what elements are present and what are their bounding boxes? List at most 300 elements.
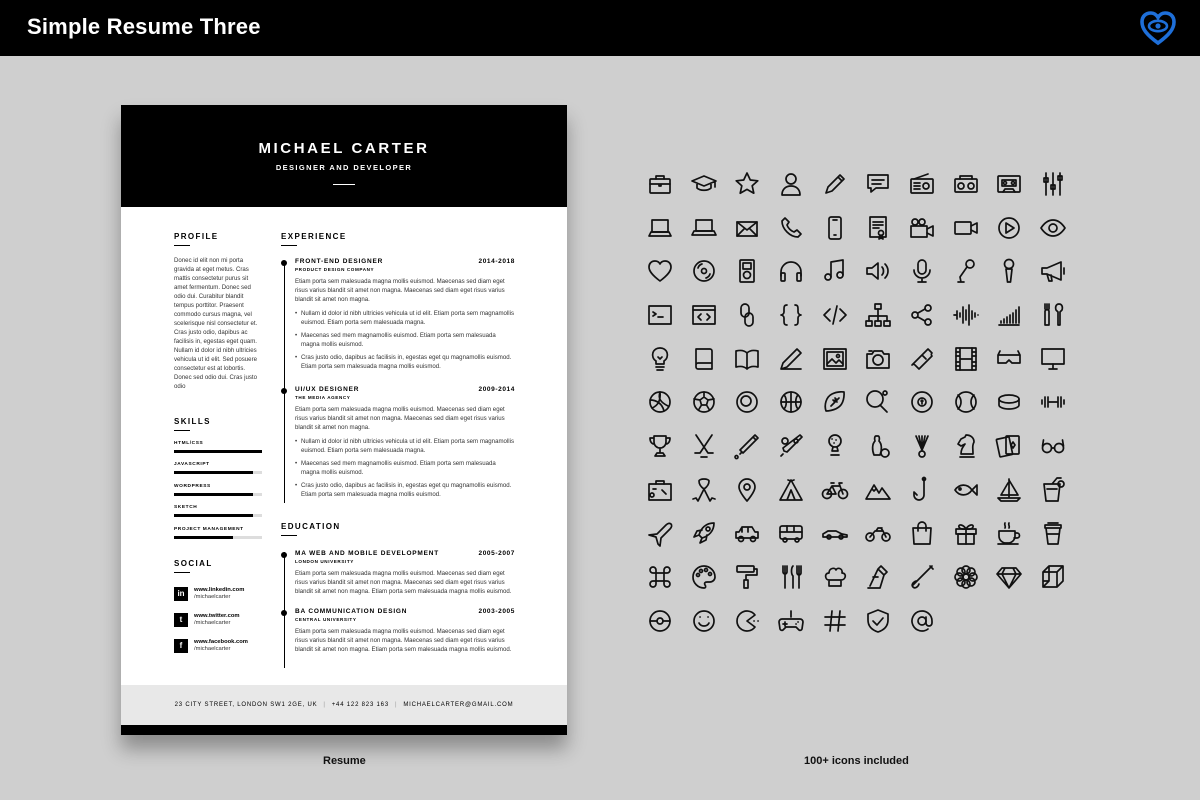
mountains-icon <box>864 476 892 504</box>
monitor-icon <box>1039 345 1067 373</box>
icon-cell <box>1031 337 1075 381</box>
icon-cell <box>638 380 682 424</box>
icon-cell <box>769 555 813 599</box>
graduation-cap-icon <box>690 170 718 198</box>
icon-cell <box>1031 162 1075 206</box>
social-handle: /michaelcarter <box>194 620 231 626</box>
flower-icon <box>952 563 980 591</box>
job-bullet: • Maecenas sed mem magnamollis euismod. Etiam porta sem malesuada magna mollis euismod. <box>295 331 515 349</box>
curly-braces-icon <box>777 301 805 329</box>
icon-cell <box>856 380 900 424</box>
icon-cell <box>900 380 944 424</box>
pencil-icon <box>821 170 849 198</box>
icon-cell <box>944 380 988 424</box>
job-bullet: • Cras justo odio, dapibus ac facilisis in, egestas eget qu magnamollis euismod. Etiam porta sem malesuada magna mollis euismod. <box>295 353 515 371</box>
smartphone-icon <box>821 214 849 242</box>
icon-cell <box>769 380 813 424</box>
icon-cell <box>813 512 857 556</box>
film-camera-icon <box>908 214 936 242</box>
speaker-icon <box>864 257 892 285</box>
icon-cell <box>769 468 813 512</box>
social-site: www.twitter.com <box>194 613 240 619</box>
icon-cell <box>769 293 813 337</box>
golf-icon <box>821 432 849 460</box>
timeline-dot <box>281 260 287 266</box>
diamond-icon <box>995 563 1023 591</box>
resume-footer <box>121 685 567 725</box>
profile-heading: PROFILE <box>174 232 219 241</box>
icon-cell <box>725 162 769 206</box>
icon-cell <box>988 249 1032 293</box>
icon-cell <box>1031 512 1075 556</box>
map-pin-icon <box>733 476 761 504</box>
icons-caption: 100+ icons included <box>804 755 909 767</box>
motorcycle-icon <box>864 519 892 547</box>
icon-cell <box>944 468 988 512</box>
icon-cell <box>856 555 900 599</box>
icon-cell <box>813 162 857 206</box>
certificate-icon <box>864 214 892 242</box>
basketball-icon <box>777 388 805 416</box>
icon-cell <box>682 293 726 337</box>
skill-item <box>174 484 262 496</box>
icon-cell <box>813 249 857 293</box>
education-item <box>295 608 515 654</box>
footer-phone: +44 122 823 163 <box>331 702 389 708</box>
coffee-cup-icon <box>995 519 1023 547</box>
trophy-icon <box>646 432 674 460</box>
icon-cell <box>725 337 769 381</box>
icon-set-grid <box>638 162 1075 643</box>
handheld-microphone-icon <box>995 257 1023 285</box>
timeline-dot <box>281 610 287 616</box>
icon-cell <box>900 337 944 381</box>
education-dates: 2003-2005 <box>478 608 515 615</box>
rocket-icon <box>690 519 718 547</box>
icon-cell <box>725 512 769 556</box>
job-bullet: • Cras justo odio, dapibus ac facilisis in, egestas eget qu magnamollis euismod. Etiam porta sem malesuada magna mollis euismod. <box>295 481 515 499</box>
ribbon-icon <box>690 476 718 504</box>
experience-timeline <box>284 263 285 503</box>
icon-cell <box>682 599 726 643</box>
experience-item <box>295 386 515 503</box>
experience-heading: EXPERIENCE <box>281 232 347 241</box>
icon-cell <box>944 206 988 250</box>
laptop-open-icon <box>690 214 718 242</box>
billiard-ball-icon <box>908 388 936 416</box>
job-summary: Etiam porta sem malesuada magna mollis euismod. Maecenas sed diam eget risus varius blandit sit amet non magna. Maecenas sed diam eget risus varius blandit sit amet non magna. <box>295 406 505 431</box>
skill-label: PROJECT MANAGEMENT <box>174 527 244 532</box>
soccer-ball-icon <box>690 388 718 416</box>
terminal-icon <box>646 301 674 329</box>
skill-bar-track <box>174 450 262 453</box>
icon-cell <box>725 380 769 424</box>
chess-knight-icon <box>952 432 980 460</box>
job-summary: Etiam porta sem malesuada magna mollis euismod. Maecenas sed diam eget risus varius blandit sit amet non magna. Maecenas sed diam eget risus varius blandit sit amet non magna. <box>295 278 505 303</box>
page-title: Simple Resume Three <box>27 14 261 39</box>
skill-bar-fill <box>174 493 253 496</box>
code-window-icon <box>690 301 718 329</box>
social-item <box>174 638 274 654</box>
icon-cell <box>856 162 900 206</box>
share-icon <box>908 301 936 329</box>
icon-cell <box>638 206 682 250</box>
social-item <box>174 586 274 602</box>
skill-item <box>174 527 262 539</box>
icon-cell <box>638 512 682 556</box>
timeline-dot <box>281 388 287 394</box>
icon-cell <box>1031 380 1075 424</box>
icon-cell <box>813 293 857 337</box>
job-company: THE MEDIA AGENCY <box>295 395 351 400</box>
book-icon <box>690 345 718 373</box>
icon-cell <box>1031 249 1075 293</box>
education-school: CENTRAL UNIVERSITY <box>295 617 357 622</box>
icon-cell <box>725 424 769 468</box>
radio-icon <box>908 170 936 198</box>
suitcase-icon <box>646 476 674 504</box>
icon-cell <box>944 337 988 381</box>
envelope-icon <box>733 214 761 242</box>
skills-heading: SKILLS <box>174 417 211 426</box>
timeline-dot <box>281 552 287 558</box>
link-icon <box>733 301 761 329</box>
ticket-icon <box>908 345 936 373</box>
icon-cell <box>682 206 726 250</box>
icon-cell <box>638 599 682 643</box>
skill-bar-fill <box>174 514 253 517</box>
icon-cell <box>900 293 944 337</box>
tools-icon <box>1039 301 1067 329</box>
facebook-icon: f <box>174 639 188 653</box>
icon-cell <box>1031 293 1075 337</box>
code-tags-icon <box>821 301 849 329</box>
job-bullets <box>295 437 515 499</box>
icon-cell <box>769 206 813 250</box>
icon-cell <box>988 162 1032 206</box>
skill-label: HTML/CSS <box>174 441 204 446</box>
job-bullet: • Nullam id dolor id nibh ultricies vehicula ut id elit. Etiam porta sem magnamollis euismod. Etiam porta sem malesuada magna. <box>295 309 515 327</box>
briefcase-icon <box>646 170 674 198</box>
education-school: LONDON UNIVERSITY <box>295 559 354 564</box>
education-item <box>295 550 515 596</box>
boombox-icon <box>952 170 980 198</box>
skill-label: JAVASCRIPT <box>174 462 210 467</box>
gift-icon <box>952 519 980 547</box>
icon-cell <box>944 424 988 468</box>
icon-cell <box>638 468 682 512</box>
icon-cell <box>769 337 813 381</box>
airplane-icon <box>646 519 674 547</box>
cricket-bat-icon <box>733 432 761 460</box>
icon-cell <box>813 599 857 643</box>
icon-cell <box>813 424 857 468</box>
icon-cell <box>813 206 857 250</box>
eye-icon <box>1039 214 1067 242</box>
top-bar <box>0 0 1200 56</box>
skill-bar-track <box>174 536 262 539</box>
shuttlecock-icon <box>908 432 936 460</box>
icon-cell <box>682 512 726 556</box>
paint-pencil-icon <box>777 345 805 373</box>
job-dates: 2014-2018 <box>478 258 515 265</box>
resume-role: DESIGNER AND DEVELOPER <box>275 163 413 172</box>
icon-cell <box>900 162 944 206</box>
icon-cell <box>988 293 1032 337</box>
volleyball-icon <box>646 388 674 416</box>
resume-bottom-bar <box>121 725 567 735</box>
shopping-bag-icon <box>908 519 936 547</box>
social-divider <box>174 572 190 573</box>
icon-cell <box>682 424 726 468</box>
icon-cell <box>769 424 813 468</box>
music-note-icon <box>821 257 849 285</box>
pacman-icon <box>733 607 761 635</box>
resume-header <box>121 105 567 207</box>
knitting-needle-icon <box>908 563 936 591</box>
icon-cell <box>682 555 726 599</box>
education-heading: EDUCATION <box>281 522 341 531</box>
hockey-sticks-icon <box>690 432 718 460</box>
icon-cell <box>682 249 726 293</box>
pokeball-icon <box>646 607 674 635</box>
icon-cell <box>682 162 726 206</box>
skill-bar-fill <box>174 536 233 539</box>
bicycle-icon <box>821 476 849 504</box>
icon-cell <box>769 599 813 643</box>
icon-cell <box>944 249 988 293</box>
job-bullet: • Nullam id dolor id nibh ultricies vehicula ut id elit. Etiam porta sem magnamollis euismod. Etiam porta sem malesuada magna. <box>295 437 515 455</box>
icon-cell <box>725 599 769 643</box>
playing-cards-icon <box>995 432 1023 460</box>
twitter-icon: t <box>174 613 188 627</box>
header-divider <box>333 184 355 185</box>
footer-address: 23 CITY STREET, LONDON SW1 2GE, UK <box>174 702 318 708</box>
heart-icon <box>646 257 674 285</box>
job-title: FRONT-END DESIGNER <box>295 258 384 265</box>
social-site: www.linkedin.com <box>194 587 245 593</box>
star-icon <box>733 170 761 198</box>
sliders-icon <box>1039 170 1067 198</box>
cassette-icon <box>995 170 1023 198</box>
cd-icon <box>690 257 718 285</box>
icon-cell <box>856 337 900 381</box>
education-divider <box>281 535 297 536</box>
phone-icon <box>777 214 805 242</box>
icon-cell <box>856 424 900 468</box>
icon-cell <box>1031 468 1075 512</box>
skill-item <box>174 462 262 474</box>
bus-icon <box>777 519 805 547</box>
skill-bar-fill <box>174 471 253 474</box>
footer-separator: | <box>323 702 326 708</box>
icon-cell <box>988 512 1032 556</box>
education-text: Etiam porta sem malesuada magna mollis euismod. Maecenas sed diam eget risus varius blandit sit amet non magna. Maecenas sed diam eget risus varius blandit sit amet non magna. Etiam porta sem malesuada magna mollis euismod. <box>295 628 512 653</box>
fish-icon <box>952 476 980 504</box>
paint-roller-icon <box>733 563 761 591</box>
sailboat-icon <box>995 476 1023 504</box>
megaphone-icon <box>1039 257 1067 285</box>
fish-hook-icon <box>908 476 936 504</box>
experience-item <box>295 258 515 375</box>
tent-icon <box>777 476 805 504</box>
skills-divider <box>174 430 190 431</box>
film-strip-icon <box>952 345 980 373</box>
skill-label: SKETCH <box>174 505 198 510</box>
glasses-icon <box>1039 432 1067 460</box>
icon-cell <box>725 206 769 250</box>
baseball-bat-icon <box>777 432 805 460</box>
job-bullet: • Maecenas sed mem magnamollis euismod. Etiam porta sem malesuada magna mollis euismod. <box>295 459 515 477</box>
chef-hat-icon <box>821 563 849 591</box>
icon-cell <box>856 206 900 250</box>
ping-pong-icon <box>864 388 892 416</box>
skill-label: WORDPRESS <box>174 484 211 489</box>
icon-cell <box>856 512 900 556</box>
icon-cell <box>813 337 857 381</box>
icon-cell <box>769 512 813 556</box>
icon-cell <box>638 293 682 337</box>
sitemap-icon <box>864 301 892 329</box>
sewing-icon <box>864 563 892 591</box>
microphone-icon <box>908 257 936 285</box>
icon-cell <box>988 555 1032 599</box>
dumbbell-icon <box>1039 388 1067 416</box>
skill-bar-track <box>174 471 262 474</box>
icon-cell <box>638 337 682 381</box>
icon-cell <box>1031 206 1075 250</box>
icon-cell <box>856 293 900 337</box>
icon-cell <box>725 293 769 337</box>
icon-cell <box>988 337 1032 381</box>
icon-cell <box>856 599 900 643</box>
cocktail-icon <box>1039 476 1067 504</box>
sports-car-icon <box>821 519 849 547</box>
icon-cell <box>813 380 857 424</box>
jeep-icon <box>733 519 761 547</box>
icon-cell <box>900 555 944 599</box>
icon-cell <box>638 555 682 599</box>
education-text: Etiam porta sem malesuada magna mollis euismod. Maecenas sed diam eget risus varius blandit sit amet non magna. Maecenas sed diam eget risus varius blandit sit amet non magna. Etiam porta sem malesuada magna mollis euismod. <box>295 570 512 595</box>
icon-cell <box>988 206 1032 250</box>
video-camera-icon <box>952 214 980 242</box>
smiley-icon <box>690 607 718 635</box>
hockey-puck-icon <box>995 388 1023 416</box>
resume-caption: Resume <box>323 755 366 767</box>
education-title: BA COMMUNICATION DESIGN <box>295 608 408 615</box>
cube-icon <box>1039 563 1067 591</box>
hashtag-icon <box>821 607 849 635</box>
photo-camera-icon <box>864 345 892 373</box>
icon-cell <box>900 512 944 556</box>
icon-cell <box>944 512 988 556</box>
icon-cell <box>988 468 1032 512</box>
icon-cell <box>900 206 944 250</box>
open-book-icon <box>733 345 761 373</box>
icon-cell <box>900 468 944 512</box>
laptop-icon <box>646 214 674 242</box>
icon-cell <box>944 555 988 599</box>
icon-cell <box>988 380 1032 424</box>
skill-bar-track <box>174 514 262 517</box>
paint-palette-icon <box>690 563 718 591</box>
skill-item <box>174 441 262 453</box>
job-title: UI/UX DESIGNER <box>295 386 360 393</box>
icon-cell <box>1031 424 1075 468</box>
cutlery-icon <box>777 563 805 591</box>
skill-bar-fill <box>174 450 262 453</box>
icon-cell <box>944 162 988 206</box>
footer-separator: | <box>394 702 398 708</box>
experience-divider <box>281 245 297 246</box>
command-key-icon <box>646 563 674 591</box>
lightbulb-icon <box>646 345 674 373</box>
social-site: www.facebook.com <box>194 639 248 645</box>
stand-microphone-icon <box>952 257 980 285</box>
3d-glasses-icon <box>995 345 1023 373</box>
job-company: PRODUCT DESIGN COMPANY <box>295 267 375 272</box>
resume-document <box>121 105 567 735</box>
pool-ball-icon <box>733 388 761 416</box>
icon-cell <box>638 249 682 293</box>
chat-bubble-icon <box>864 170 892 198</box>
picture-icon <box>821 345 849 373</box>
skill-bar-track <box>174 493 262 496</box>
icon-cell <box>813 555 857 599</box>
ipod-icon <box>733 257 761 285</box>
job-bullets <box>295 309 515 371</box>
icon-cell <box>1031 555 1075 599</box>
icon-cell <box>682 337 726 381</box>
icon-cell <box>682 468 726 512</box>
icon-cell <box>900 599 944 643</box>
shield-icon <box>864 607 892 635</box>
icon-cell <box>725 555 769 599</box>
education-title: MA WEB AND MOBILE DEVELOPMENT <box>295 550 440 557</box>
signal-bars-icon <box>995 301 1023 329</box>
play-button-icon <box>995 214 1023 242</box>
football-icon <box>821 388 849 416</box>
icon-cell <box>682 380 726 424</box>
headphones-icon <box>777 257 805 285</box>
user-icon <box>777 170 805 198</box>
icon-cell <box>769 162 813 206</box>
bowling-icon <box>864 432 892 460</box>
job-dates: 2009-2014 <box>478 386 515 393</box>
icon-cell <box>944 293 988 337</box>
icon-cell <box>988 424 1032 468</box>
icon-cell <box>900 249 944 293</box>
takeaway-cup-icon <box>1039 519 1067 547</box>
footer-email: MICHAELCARTER@GMAIL.COM <box>403 702 514 708</box>
icon-cell <box>900 424 944 468</box>
social-heading: SOCIAL <box>174 559 213 568</box>
icon-cell <box>638 162 682 206</box>
icon-cell <box>725 249 769 293</box>
tennis-ball-icon <box>952 388 980 416</box>
heart-eye-logo-icon <box>1138 8 1178 48</box>
icon-cell <box>769 249 813 293</box>
social-handle: /michaelcarter <box>194 646 231 652</box>
gamepad-icon <box>777 607 805 635</box>
icon-cell <box>813 468 857 512</box>
skill-item <box>174 505 262 517</box>
profile-text: Donec id elit non mi porta gravida at eget metus. Cras mattis consectetur purus sit amet fermentum. Donec sed odio dui. Curabitur blandit tempus porttitor. Praesent commodo cursus magna, vel scelerisque nisl consectetur et. Cras justo odio, dapibus ac facilisis in, egestas eget quam. Nullam id dolor id nibh ultricies vehicula ut id elit. Sed posuere consectetur est at lobortis. Donec sed odio dui. Cras justo odio <box>174 257 258 390</box>
icon-cell <box>725 468 769 512</box>
profile-divider <box>174 245 190 246</box>
education-dates: 2005-2007 <box>478 550 515 557</box>
sound-wave-icon <box>952 301 980 329</box>
